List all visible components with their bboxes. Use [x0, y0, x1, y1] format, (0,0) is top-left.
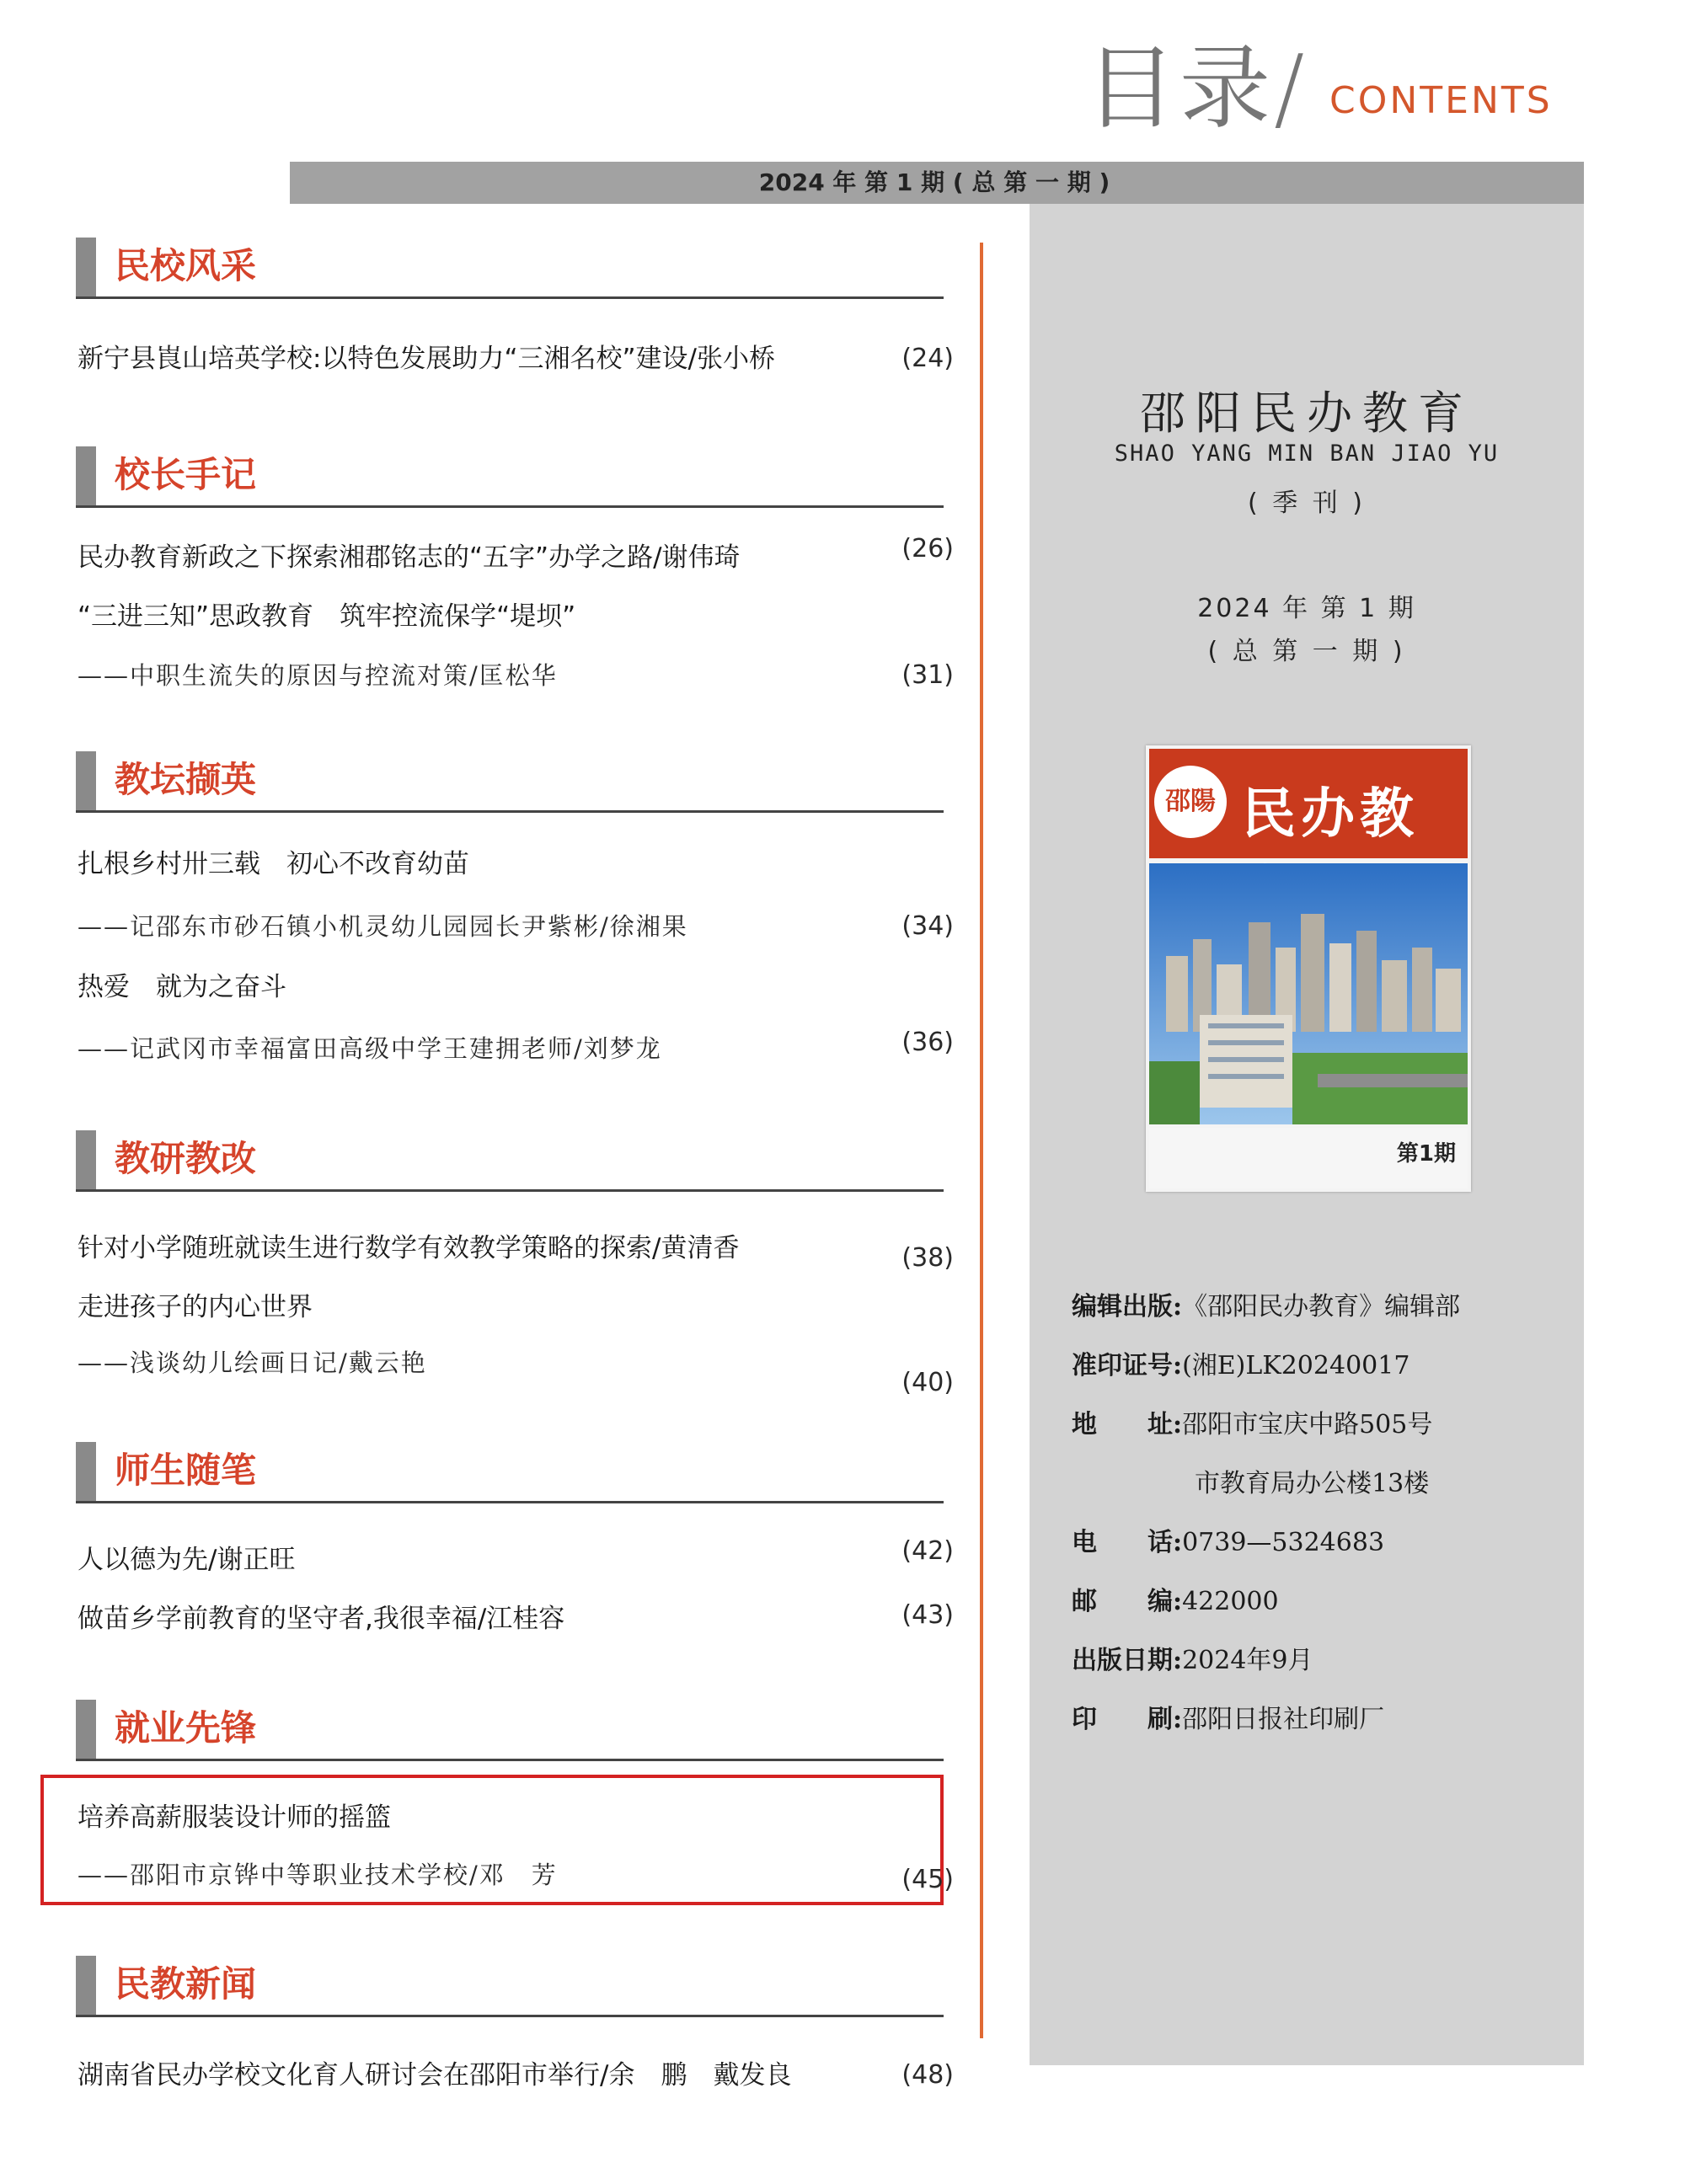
section-marker — [76, 1442, 96, 1503]
section-rule — [76, 810, 944, 813]
section-rule — [76, 1501, 944, 1503]
info-row-date: 出版日期:2024年9月 — [1072, 1646, 1313, 1675]
section-header — [76, 238, 944, 298]
section-title: 民校风采 — [115, 245, 257, 286]
column-divider — [980, 243, 983, 2038]
section-title: 教研教改 — [115, 1138, 257, 1179]
info-row-printer: 印 刷:邵阳日报社印刷厂 — [1072, 1705, 1385, 1734]
info-row-phone: 电 话:0739—5324683 — [1072, 1528, 1385, 1557]
cover-issue: 第1期 — [1396, 1141, 1456, 1167]
page-number: (40) — [901, 1368, 954, 1397]
article-title[interactable]: 湖南省民办学校文化育人研讨会在邵阳市举行/余 鹏 戴发良 — [78, 2060, 792, 2091]
section-rule — [76, 505, 944, 508]
article-subtitle: ——浅谈幼儿绘画日记/戴云艳 — [78, 1348, 427, 1377]
page-number: (38) — [901, 1243, 954, 1273]
info-row-postcode: 邮 编:422000 — [1072, 1587, 1279, 1616]
page-number: (45) — [901, 1865, 954, 1894]
article-title[interactable]: 扎根乡村卅三载 初心不改育幼苗 — [78, 849, 469, 879]
contents-title-en: CONTENTS — [1329, 79, 1553, 122]
article-title[interactable]: 新宁县崀山培英学校:以特色发展助力“三湘名校”建设/张小桥 — [78, 344, 776, 374]
page-number: (43) — [901, 1600, 954, 1630]
page-number: (24) — [901, 344, 954, 373]
info-row-address-2: 市教育局办公楼13楼 — [1195, 1469, 1430, 1498]
article-title[interactable]: “三进三知”思政教育 筑牢控流保学“堤坝” — [78, 601, 576, 632]
contents-title-cn: 目录/ — [1085, 36, 1308, 142]
article-subtitle: ——记邵东市砂石镇小机灵幼儿园园长尹紫彬/徐湘果 — [78, 912, 688, 941]
section-title: 校长手记 — [115, 454, 257, 495]
issue-label: 2024 年 第 1 期 ( 总 第 一 期 ) — [758, 168, 1110, 196]
info-row-address: 地 址:邵阳市宝庆中路505号 — [1072, 1410, 1433, 1439]
cover-logo: 邵陽 — [1154, 766, 1227, 838]
section-header — [76, 751, 944, 812]
section-marker — [76, 446, 96, 507]
article-title[interactable]: 走进孩子的内心世界 — [78, 1292, 313, 1322]
cover-title: 民办教 — [1242, 782, 1419, 846]
section-marker — [76, 238, 96, 298]
magazine-issue: 2024 年 第 1 期 — [1197, 594, 1416, 623]
section-header — [76, 1956, 944, 2016]
section-rule — [76, 2015, 944, 2017]
page-number: (48) — [901, 2060, 954, 2090]
section-marker — [76, 1130, 96, 1191]
page-number: (36) — [901, 1028, 954, 1057]
section-marker — [76, 1956, 96, 2016]
page-number: (31) — [901, 660, 954, 690]
cover-footer — [1149, 1128, 1468, 1188]
article-subtitle: ——邵阳市京铧中等职业技术学校/邓 芳 — [78, 1861, 558, 1889]
article-title[interactable]: 做苗乡学前教育的坚守者,我很幸福/江桂容 — [78, 1604, 565, 1634]
cover-image — [1146, 745, 1471, 1192]
section-header — [76, 1130, 944, 1191]
magazine-name: 邵阳民办教育 — [1140, 387, 1474, 440]
section-header — [76, 1442, 944, 1503]
cover-masthead — [1149, 749, 1468, 858]
info-row-permit: 准印证号:(湘E)LK20240017 — [1072, 1351, 1410, 1380]
city-photo — [1149, 863, 1468, 1124]
article-title[interactable]: 人以德为先/谢正旺 — [78, 1545, 296, 1575]
page-number: (26) — [901, 534, 954, 563]
article-title[interactable]: 民办教育新政之下探索湘郡铭志的“五字”办学之路/谢伟琦 — [78, 542, 741, 573]
section-title: 民教新闻 — [115, 1963, 257, 2005]
section-header — [76, 1700, 944, 1760]
article-subtitle: ——中职生流失的原因与控流对策/匡松华 — [78, 661, 558, 690]
info-row-editor: 编辑出版:《邵阳民办教育》编辑部 — [1072, 1292, 1461, 1322]
section-title: 师生随笔 — [115, 1450, 257, 1491]
section-rule — [76, 296, 944, 299]
section-rule — [76, 1759, 944, 1761]
section-rule — [76, 1189, 944, 1192]
article-subtitle: ——记武冈市幸福富田高级中学王建拥老师/刘梦龙 — [78, 1034, 662, 1063]
magazine-total-issue: ( 总 第 一 期 ) — [1207, 637, 1406, 666]
magazine-frequency: ( 季 刊 ) — [1247, 489, 1367, 518]
article-title[interactable]: 针对小学随班就读生进行数学有效教学策略的探索/黄清香 — [78, 1233, 740, 1263]
page-number: (34) — [901, 911, 954, 941]
section-header — [76, 446, 944, 507]
magazine-pinyin: SHAO YANG MIN BAN JIAO YU — [1114, 441, 1500, 467]
section-title: 教坛撷英 — [115, 759, 257, 800]
article-title[interactable]: 热爱 就为之奋斗 — [78, 972, 286, 1002]
section-marker — [76, 1700, 96, 1760]
section-title: 就业先锋 — [115, 1707, 257, 1749]
section-marker — [76, 751, 96, 812]
page-number: (42) — [901, 1536, 954, 1566]
article-title[interactable]: 培养高薪服装设计师的摇篮 — [78, 1802, 391, 1833]
